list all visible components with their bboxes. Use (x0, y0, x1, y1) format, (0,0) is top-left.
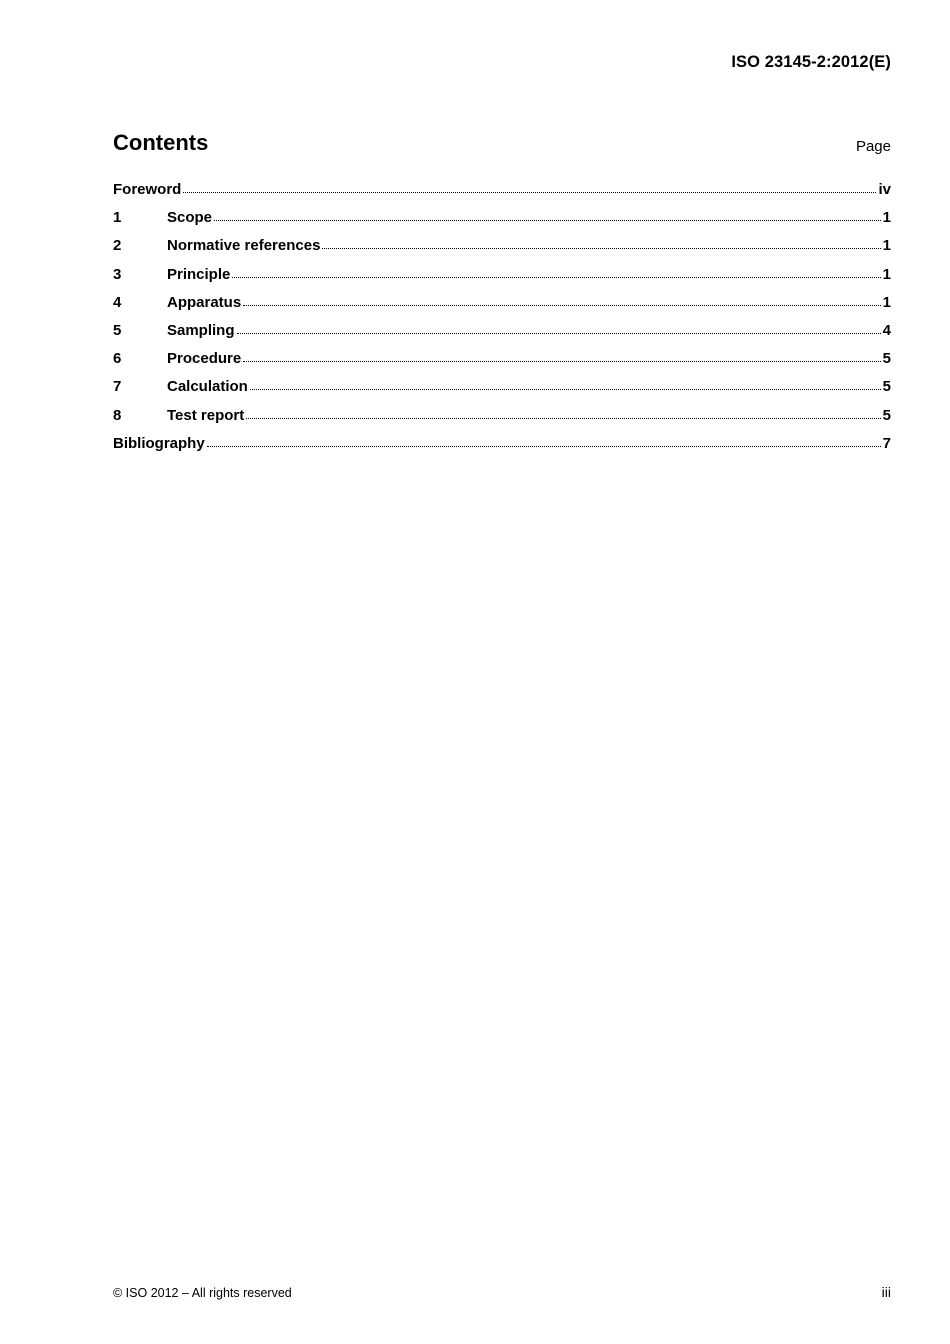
toc-entry-text: Procedure (167, 350, 242, 368)
toc-entry-scope[interactable] (113, 209, 891, 237)
toc-entry-bibliography[interactable] (113, 435, 891, 463)
toc-entry-page: 5 (882, 406, 891, 424)
toc-entry-number: 4 (113, 293, 122, 311)
toc-entry-page: 4 (882, 321, 891, 339)
toc-dot-leader (243, 305, 880, 306)
toc-heading (113, 130, 891, 160)
toc-entry-page: 1 (882, 265, 891, 283)
toc-entry-page: iv (878, 181, 891, 198)
toc-entry-page: 7 (882, 434, 891, 452)
toc-dot-leader (232, 277, 880, 278)
document-identifier: ISO 23145-2:2012(E) (731, 53, 891, 71)
toc-entry-page: 5 (882, 378, 891, 396)
toc-entry-text: Sampling (167, 321, 235, 339)
toc-entry-foreword[interactable] (113, 181, 891, 209)
toc-entry-text: Principle (167, 265, 231, 283)
footer-copyright: © ISO 2012 – All rights reserved (113, 1286, 292, 1300)
toc-entry-number: 7 (113, 378, 122, 396)
toc-page-column-label: Page (855, 138, 891, 155)
toc-dot-leader (214, 220, 881, 221)
toc-entry-normative-references[interactable] (113, 237, 891, 265)
toc-entry-principle[interactable] (113, 266, 891, 294)
toc-entry-number: 6 (113, 350, 122, 368)
toc-title: Contents (113, 130, 209, 155)
toc-entry-number: 8 (113, 406, 122, 424)
toc-entry-number: 1 (113, 209, 122, 227)
toc-entry-calculation[interactable] (113, 378, 891, 406)
toc-dot-leader (250, 389, 881, 390)
toc-entry-page: 1 (882, 237, 891, 255)
toc-entry-number: 5 (113, 321, 122, 339)
toc-entry-text: Calculation (167, 378, 248, 396)
toc-list (113, 181, 891, 463)
toc-dot-leader (322, 248, 880, 249)
toc-entry-page: 1 (882, 209, 891, 227)
toc-entry-page: 1 (882, 293, 891, 311)
toc-dot-leader (246, 418, 880, 419)
toc-entry-text: Scope (167, 209, 213, 227)
footer-page-number: iii (881, 1284, 891, 1300)
toc-entry-page: 5 (882, 350, 891, 368)
toc-entry-text: Apparatus (167, 293, 242, 311)
toc-entry-number: 3 (113, 265, 122, 283)
toc-entry-text: Bibliography (113, 434, 205, 452)
toc-entry-apparatus[interactable] (113, 294, 891, 322)
toc-entry-procedure[interactable] (113, 350, 891, 378)
toc-entry-text: Test report (167, 406, 245, 424)
toc-dot-leader (207, 446, 881, 447)
toc-entry-number: 2 (113, 237, 122, 255)
toc-entry-test-report[interactable] (113, 407, 891, 435)
toc-entry-text: Foreword (113, 181, 182, 198)
toc-dot-leader (183, 192, 876, 193)
toc-dot-leader (243, 361, 880, 362)
toc-entry-sampling[interactable] (113, 322, 891, 350)
toc-dot-leader (237, 333, 881, 334)
toc-entry-text: Normative references (167, 237, 321, 255)
